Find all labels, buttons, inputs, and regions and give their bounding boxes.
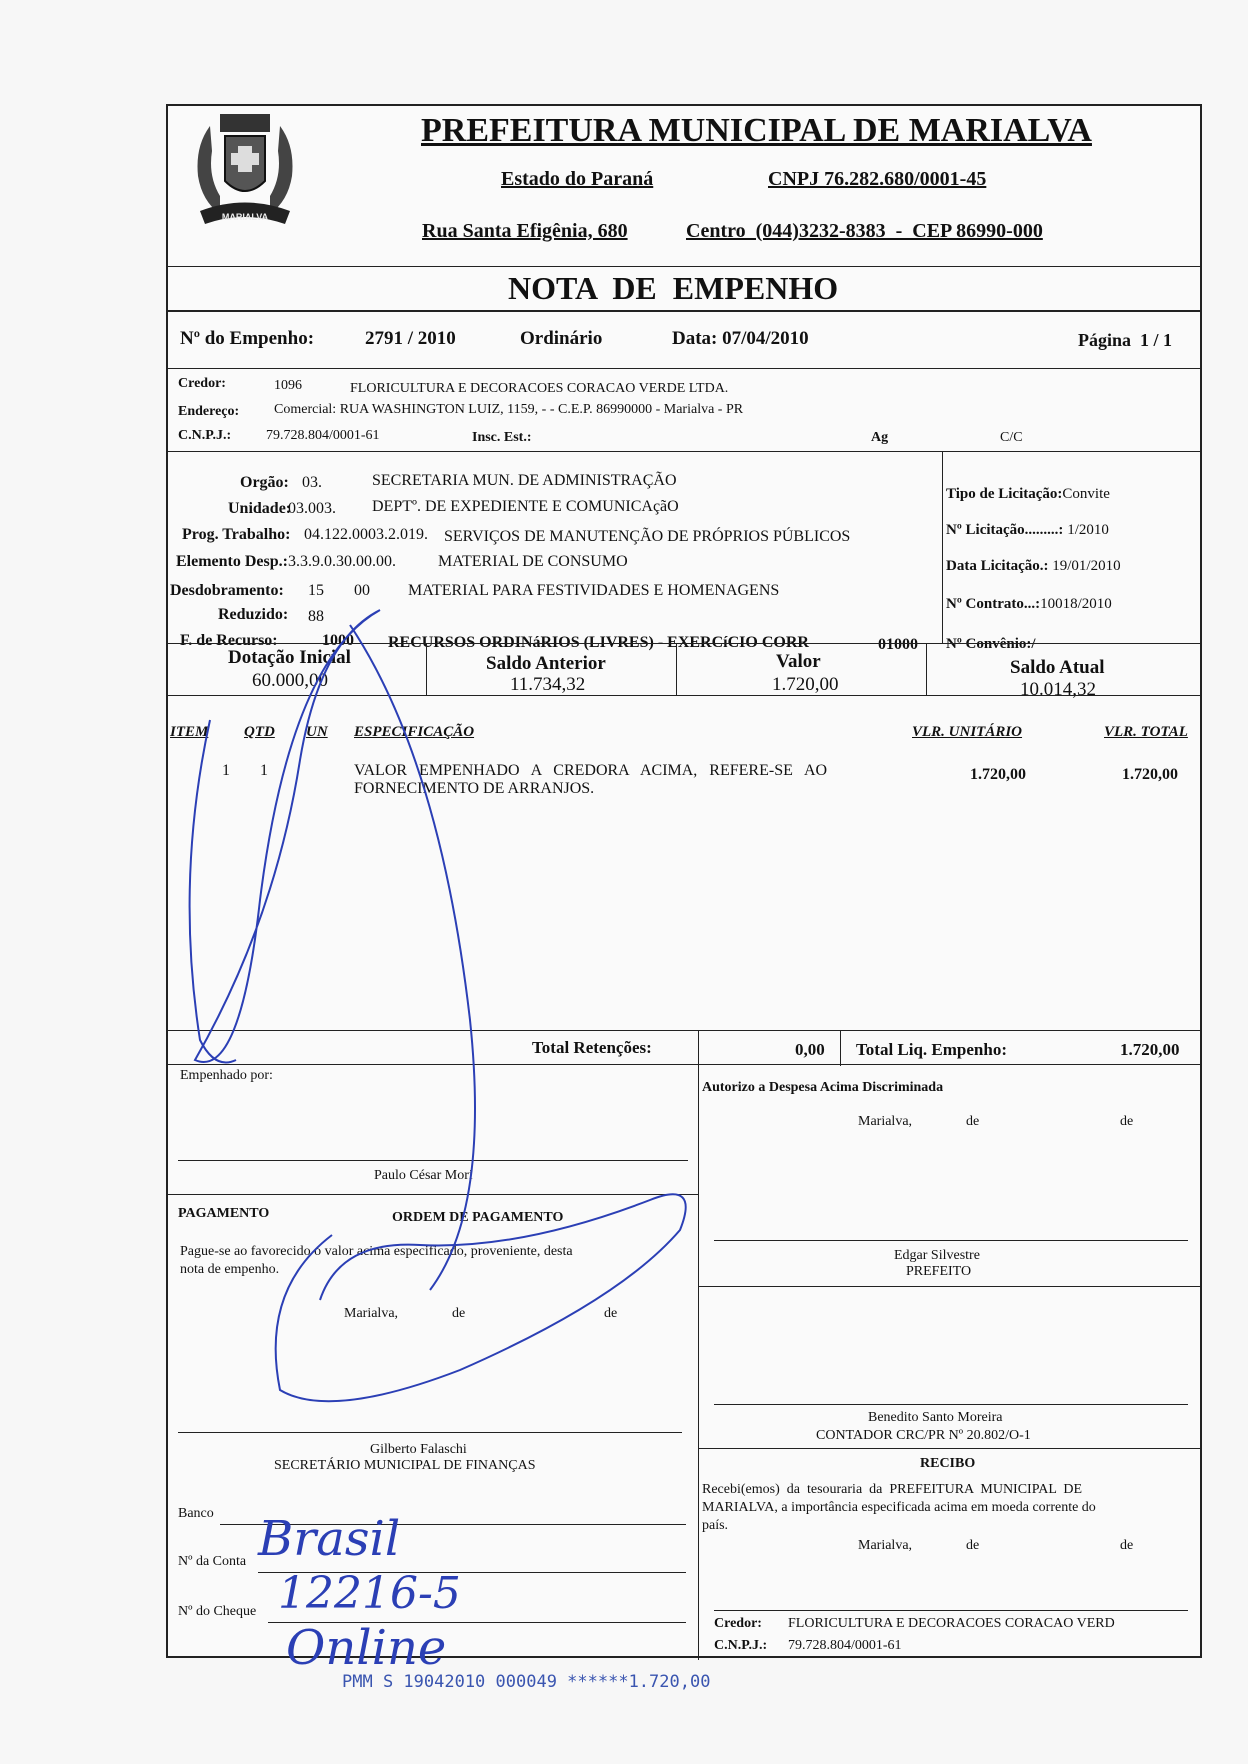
col-qtd: QTD <box>244 724 275 740</box>
total-retencoes-value: 0,00 <box>795 1040 825 1059</box>
valor-label: Valor <box>776 651 821 672</box>
empenhado-por-label: Empenhado por: <box>180 1068 273 1083</box>
desdobramento: MATERIAL PARA FESTIVIDADES E HOMENAGENS <box>408 582 780 599</box>
recurso-number: 01000 <box>878 636 918 653</box>
pagamento-text-line2: nota de empenho. <box>180 1262 280 1277</box>
cheque-label: Nº do Cheque <box>178 1604 257 1619</box>
banco-label: Banco <box>178 1506 214 1521</box>
page-title: PREFEITURA MUNICIPAL DE MARIALVA <box>421 112 1092 149</box>
address-label: Rua Santa Efigênia, 680 <box>422 220 628 242</box>
pagamento-label: PAGAMENTO <box>178 1206 270 1221</box>
elemento-label: Elemento Desp.: <box>176 553 288 570</box>
total-liquido-value: 1.720,00 <box>1120 1040 1180 1059</box>
recibo-credor: FLORICULTURA E DECORACOES CORACAO VERD <box>788 1616 1115 1631</box>
contador-title: CONTADOR CRC/PR Nº 20.802/O-1 <box>816 1428 1031 1443</box>
secretario-name: Gilberto Falaschi <box>370 1442 467 1457</box>
saldo-anterior-value: 11.734,32 <box>510 674 586 695</box>
saldo-anterior-label: Saldo Anterior <box>486 653 606 674</box>
ag-label: Ag <box>871 430 889 445</box>
cnpj-label: CNPJ 76.282.680/0001-45 <box>768 168 987 190</box>
conta-label: Nº da Conta <box>178 1554 247 1569</box>
recibo-text-line1: Recebi(emos) da tesouraria da PREFEITURA MUNICIPAL DE <box>702 1482 1083 1497</box>
recibo-text-line3: país. <box>702 1518 729 1533</box>
unidade-label: Unidade: <box>228 500 292 517</box>
tipo-licitacao: Tipo de Licitação:Convite <box>946 486 1110 502</box>
credor-label: Credor: <box>178 376 226 391</box>
desdobramento-label: Desdobramento: <box>170 582 284 599</box>
item-desc-line1: VALOR EMPENHADO A CREDORA ACIMA, REFERE-SE AO <box>354 762 828 779</box>
recibo-de-1: de <box>966 1538 980 1553</box>
recibo-de-2: de <box>1120 1538 1134 1553</box>
saldo-atual-value: 10.014,32 <box>1020 679 1096 700</box>
item-number: 1 <box>222 762 230 779</box>
credor-name: FLORICULTURA E DECORACOES CORACAO VERDE LTDA. <box>350 381 729 396</box>
item-desc-line2: FORNECIMENTO DE ARRANJOS. <box>354 780 595 797</box>
col-un: UN <box>306 724 328 740</box>
pagamento-text-line1: Pague-se ao favorecido o valor acima especificado, proveniente, desta <box>180 1244 573 1259</box>
contrato: Nº Contrato...:10018/2010 <box>946 596 1112 612</box>
svg-text:MARIALVA: MARIALVA <box>221 212 269 222</box>
elemento: MATERIAL DE CONSUMO <box>438 553 628 570</box>
recibo-text-line2: MARIALVA, a importância especificada acima em moeda corrente do <box>702 1500 1096 1515</box>
pagamento-de-2: de <box>604 1306 618 1321</box>
secretario-title: SECRETÁRIO MUNICIPAL DE FINANÇAS <box>274 1458 536 1473</box>
prefeito-title: PREFEITO <box>906 1264 972 1279</box>
empenho-number: 2791 / 2010 <box>365 328 456 349</box>
item-unit-value: 1.720,00 <box>970 766 1026 783</box>
contador-name: Benedito Santo Moreira <box>868 1410 1003 1425</box>
recurso-code: 1000 <box>322 632 354 649</box>
credor-address: Comercial: RUA WASHINGTON LUIZ, 1159, - - C.E.P. 86990000 - Marialva - PR <box>274 402 744 417</box>
cnpj-credor-label: C.N.P.J.: <box>178 428 232 443</box>
orgao-label: Orgão: <box>240 474 289 491</box>
handwritten-conta: 12216-5 <box>278 1568 461 1619</box>
col-item: ITEM <box>170 724 209 740</box>
autorizo-label: Autorizo a Despesa Acima Discriminada <box>702 1080 944 1095</box>
item-qtd: 1 <box>260 762 268 779</box>
dotacao-label: Dotação Inicial <box>228 647 351 668</box>
page-number: Página 1 / 1 <box>1078 330 1173 350</box>
data-licitacao: Data Licitação.: 19/01/2010 <box>946 558 1121 574</box>
col-especificacao: ESPECIFICAÇÃO <box>354 724 475 740</box>
nota-de-empenho-form <box>166 104 1202 1658</box>
autorizo-de-2: de <box>1120 1114 1134 1129</box>
recibo-cnpj: 79.728.804/0001-61 <box>788 1638 902 1653</box>
saldo-atual-label: Saldo Atual <box>1010 657 1105 678</box>
doc-title: NOTA DE EMPENHO <box>508 270 839 306</box>
elemento-code: 3.3.9.0.30.00.00. <box>288 553 396 570</box>
phone-cep-label: Centro (044)3232-8383 - CEP 86990-000 <box>686 220 1043 242</box>
prog: SERVIÇOS DE MANUTENÇÃO DE PRÓPRIOS PÚBLICOS <box>444 528 851 545</box>
pagamento-de-1: de <box>452 1306 466 1321</box>
handwritten-banco: Brasil <box>258 1511 401 1567</box>
empenhado-signatory: Paulo César Mori <box>374 1168 473 1183</box>
unidade-code: 03.003. <box>288 500 336 517</box>
pagamento-marialva: Marialva, <box>344 1306 399 1321</box>
recibo-marialva: Marialva, <box>858 1538 913 1553</box>
recibo-cnpj-label: C.N.P.J.: <box>714 1638 768 1653</box>
cc-label: C/C <box>1000 430 1023 445</box>
recurso: RECURSOS ORDINáRIOS (LIVRES) - EXERCíCIO CORR <box>388 634 809 651</box>
total-liquido-label: Total Liq. Empenho: <box>856 1040 1007 1059</box>
insc-est-label: Insc. Est.: <box>472 430 532 445</box>
orgao: SECRETARIA MUN. DE ADMINISTRAÇÃO <box>372 472 677 489</box>
recurso-label: F. de Recurso: <box>180 632 278 649</box>
state-label: Estado do Paraná <box>501 168 654 190</box>
prog-label: Prog. Trabalho: <box>182 526 291 543</box>
ordem-pagamento-label: ORDEM DE PAGAMENTO <box>392 1210 564 1225</box>
desdobramento-code: 15 <box>308 582 324 599</box>
recibo-credor-label: Credor: <box>714 1616 762 1631</box>
dotacao-value: 60.000,00 <box>252 670 328 691</box>
col-vlr-unitario: VLR. UNITÁRIO <box>912 724 1023 740</box>
numero-licitacao: Nº Licitação.........: 1/2010 <box>946 522 1109 538</box>
recibo-label: RECIBO <box>920 1456 976 1471</box>
col-vlr-total: VLR. TOTAL <box>1104 724 1188 740</box>
handwritten-cheque: Online <box>286 1620 447 1676</box>
prog-code: 04.122.0003.2.019. <box>304 526 428 543</box>
desdobramento-sub: 00 <box>354 582 370 599</box>
autorizo-marialva: Marialva, <box>858 1114 913 1129</box>
autorizo-de-1: de <box>966 1114 980 1129</box>
empenho-type: Ordinário <box>520 328 603 349</box>
credor-code: 1096 <box>274 378 302 393</box>
valor-value: 1.720,00 <box>772 674 839 695</box>
empenho-date: Data: 07/04/2010 <box>672 328 809 349</box>
bank-stamp: PMM S 19042010 000049 ******1.720,00 <box>342 1672 711 1692</box>
convenio: Nº Convênio:/ <box>946 636 1036 652</box>
reduzido-code: 88 <box>308 608 324 625</box>
prefeito-name: Edgar Silvestre <box>894 1248 980 1263</box>
municipal-crest-icon <box>180 106 310 236</box>
unidade: DEPTº. DE EXPEDIENTE E COMUNICAçãO <box>372 498 679 515</box>
orgao-code: 03. <box>302 474 322 491</box>
empenho-number-label: Nº do Empenho: <box>180 328 315 349</box>
total-retencoes-label: Total Retenções: <box>532 1038 652 1057</box>
credor-cnpj: 79.728.804/0001-61 <box>266 428 380 443</box>
endereco-label: Endereço: <box>178 404 240 419</box>
item-total-value: 1.720,00 <box>1122 766 1178 783</box>
reduzido-label: Reduzido: <box>218 606 289 623</box>
